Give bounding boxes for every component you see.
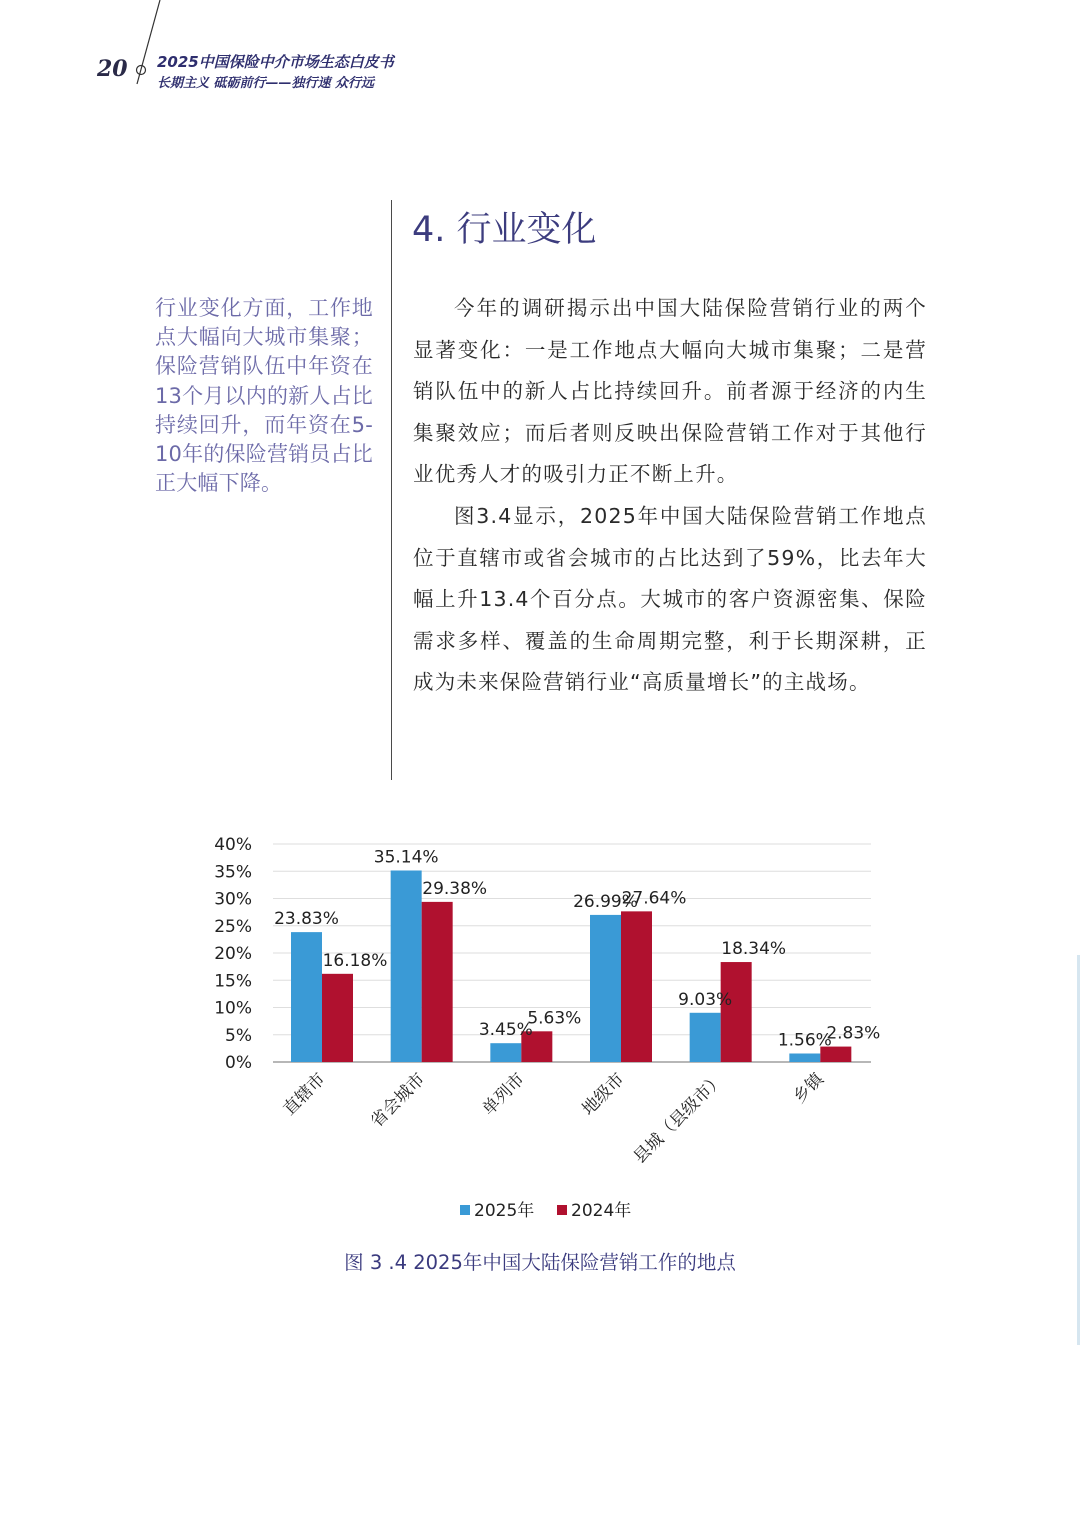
bar-chart [195,830,895,1240]
bar-2025 [391,870,422,1062]
legend-label-2025: 2025年 [474,1201,535,1221]
category-label: 地级市 [578,1069,629,1120]
data-label-2025: 1.56% [777,1030,832,1051]
category-label: 乡镇 [789,1069,828,1108]
y-tick-label: 40% [214,835,252,855]
bar-2025 [291,932,322,1062]
bar-2024 [621,911,652,1062]
data-label-2024: 2.83% [826,1023,881,1044]
chart-svg [195,830,895,1240]
paragraph: 今年的调研揭示出中国大陆保险营销行业的两个显著变化：一是工作地点大幅向大城市集聚；二是营销队伍中的新人占比持续回升。前者源于经济的内生集聚效应；而后者则反映出保险营销工作对于其他行业优秀人才的吸引力正不断上升。 [413,296,927,487]
data-label-2024: 27.64% [621,888,687,909]
y-tick-label: 5% [225,1025,252,1046]
data-label-2025: 9.03% [678,989,733,1010]
bar-2025 [490,1043,521,1062]
bar-2025 [590,915,621,1062]
y-tick-label: 10% [214,998,252,1019]
category-label: 单列市 [478,1069,529,1120]
figure-caption: 图 3 .4 2025年中国大陆保险营销工作的地点 [344,1251,736,1274]
column-divider [391,200,392,780]
data-label-2024: 16.18% [322,950,388,971]
data-label-2024: 29.38% [422,878,488,899]
y-tick-label: 15% [214,971,252,992]
legend-swatch-2024 [557,1205,567,1215]
category-label: 直辖市 [279,1069,330,1120]
y-tick-label: 30% [214,889,252,910]
data-label-2025: 23.83% [274,909,339,930]
category-label: 省会城市 [366,1069,430,1132]
bar-2024 [322,974,353,1062]
bar-2025 [789,1053,820,1062]
body-text [413,288,927,704]
data-label-2025: 35.14% [373,847,439,868]
paragraph: 图3.4显示，2025年中国大陆保险营销工作地点位于直辖市或省会城市的占比达到了59%，比去年大幅上升13.4个百分点。大城市的客户资源密集、保险需求多样、覆盖的生命周期完整，利于长期深耕，正成为未来保险营销行业“高质量增长”的主战场。 [413,503,927,695]
y-tick-label: 25% [214,916,252,937]
legend-label-2024: 2024年 [571,1201,632,1221]
data-label-2024: 5.63% [527,1008,582,1029]
section-title: 4. 行业变化 [412,210,597,250]
y-tick-label: 35% [214,862,252,883]
book-subtitle: 长期主义 砥砺前行——独行速 众行远 [157,76,375,91]
page-number: 20 [97,56,128,82]
data-label-2024: 18.34% [721,939,787,960]
data-label-2025: 3.45% [478,1020,533,1041]
bar-2024 [721,962,752,1062]
y-tick-label: 0% [225,1053,252,1073]
legend-swatch-2025 [460,1205,470,1215]
page-header [0,0,480,100]
book-title: 2025中国保险中介市场生态白皮书 [157,53,394,71]
bar-2024 [422,902,453,1062]
category-label: 县城（县级市） [629,1069,729,1168]
bar-2025 [690,1013,721,1062]
y-tick-label: 20% [214,944,252,964]
data-label-2025: 26.99% [573,891,638,912]
side-note: 行业变化方面，工作地点大幅向大城市集聚；保险营销队伍中年资在13个月以内的新人占比持续回升，而年资在5-10年的保险营销员占比正大幅下降。 [155,296,373,496]
